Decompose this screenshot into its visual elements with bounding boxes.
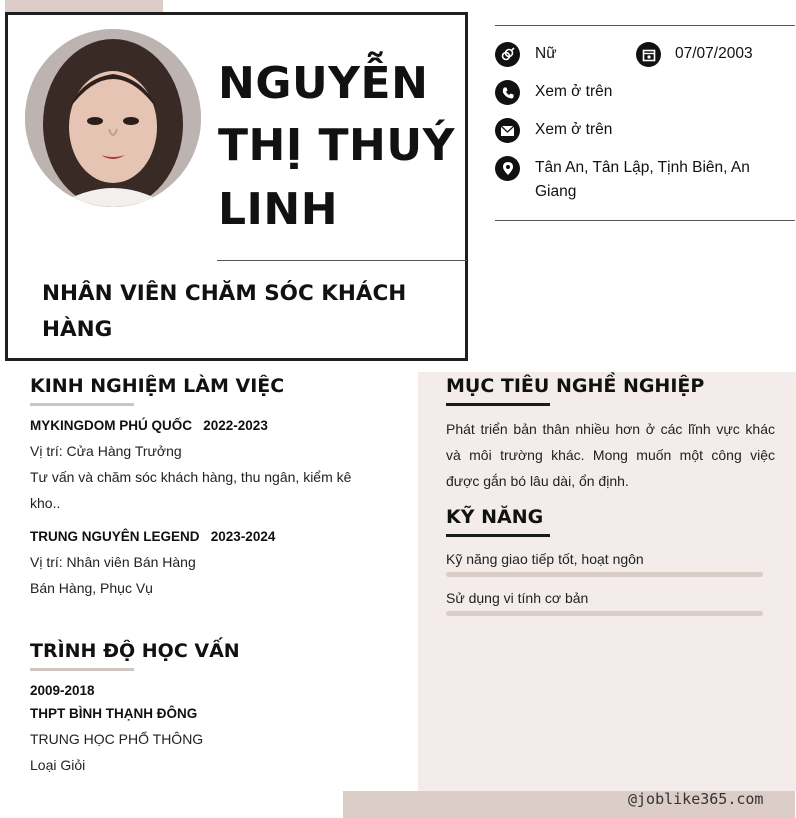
address-value: Tân An, Tân Lập, Tịnh Biên, An Giang <box>535 159 750 200</box>
skill-bar-fill <box>446 611 763 616</box>
avatar-photo <box>25 29 201 207</box>
objective-title: MỤC TIÊU NGHỀ NGHIỆP <box>446 375 705 397</box>
experience-company: MYKINGDOM PHÚ QUỐC 2022-2023 <box>30 418 268 433</box>
job-title: NHÂN VIÊN CHĂM SÓC KHÁCH HÀNG <box>42 281 407 342</box>
skill-bar-fill <box>446 572 763 577</box>
name-line-2: THỊ THUÝ <box>218 120 455 171</box>
education-school: THPT BÌNH THẠNH ĐÔNG <box>30 706 198 721</box>
education-underline <box>30 668 134 671</box>
contact-top-divider <box>495 25 795 26</box>
name-line-3: LINH <box>218 184 339 235</box>
objective-text: Phát triển bản thân nhiều hơn ở các lĩnh vực khác và môi trường khác. Mong muốn một công việc được gắn bó lâu dài, ổn định. <box>446 421 775 489</box>
birthday-value: 07/07/2003 <box>675 45 753 62</box>
objective-underline <box>446 403 550 406</box>
experience-company: TRUNG NGUYÊN LEGEND 2023-2024 <box>30 529 276 544</box>
email-value: Xem ở trên <box>535 121 613 138</box>
gender-value: Nữ <box>535 45 557 62</box>
skill-bar <box>446 611 763 616</box>
experience-underline <box>30 403 134 406</box>
calendar-icon <box>636 42 661 67</box>
skill-name: Kỹ năng giao tiếp tốt, hoạt ngôn <box>446 551 644 567</box>
phone-value: Xem ở trên <box>535 83 613 100</box>
location-icon <box>495 156 520 181</box>
experience-description: Tư vấn và chăm sóc khách hàng, thu ngân, kiểm kê <box>30 469 352 485</box>
education-title: TRÌNH ĐỘ HỌC VẤN <box>30 640 240 662</box>
watermark: @joblike365.com <box>628 790 764 808</box>
experience-position: Vị trí: Nhân viên Bán Hàng <box>30 554 196 570</box>
experience-description: Bán Hàng, Phục Vụ <box>30 580 153 596</box>
education-grade: Loại Giỏi <box>30 757 86 773</box>
mail-icon <box>495 118 520 143</box>
gender-icon <box>495 42 520 67</box>
experience-title: KINH NGHIỆM LÀM VIỆC <box>30 375 285 397</box>
contact-bottom-divider <box>495 220 795 221</box>
skill-name: Sử dụng vi tính cơ bản <box>446 590 589 606</box>
avatar <box>25 29 201 207</box>
education-level: TRUNG HỌC PHỔ THÔNG <box>30 731 204 747</box>
skills-title: KỸ NĂNG <box>446 506 544 528</box>
phone-icon <box>495 80 520 105</box>
name-divider <box>217 260 467 261</box>
experience-position: Vị trí: Cửa Hàng Trưởng <box>30 443 182 459</box>
name-line-1: NGUYỄN <box>218 58 429 109</box>
education-period: 2009-2018 <box>30 683 95 698</box>
skill-bar <box>446 572 763 577</box>
skills-underline <box>446 534 550 537</box>
experience-description: kho.. <box>30 495 61 511</box>
